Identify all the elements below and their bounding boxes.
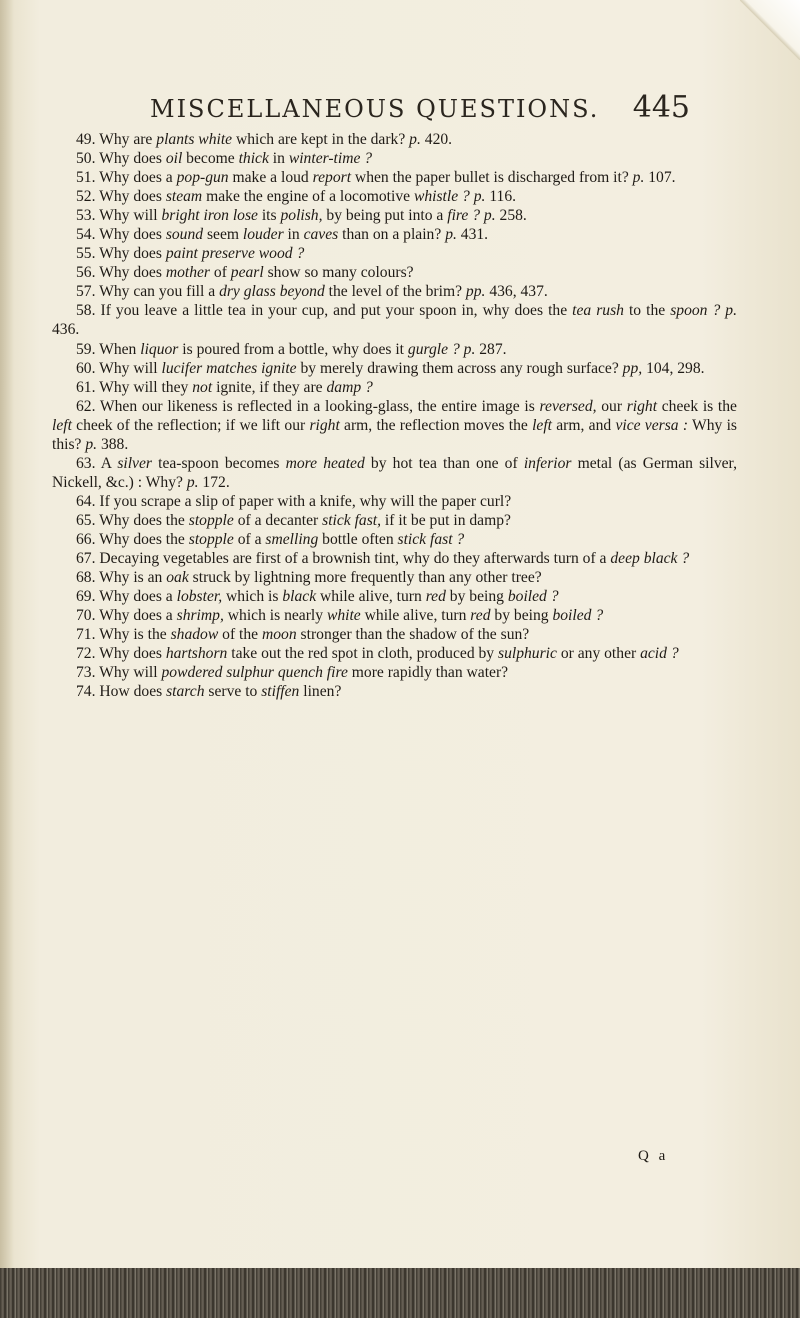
italic-text: winter-time ? [288,150,373,168]
text-run: 56. Why does [76,264,166,282]
italic-text: polish, [280,207,323,225]
text-run: 70. Why does a [76,607,177,625]
text-run: 54. Why does [76,226,166,244]
italic-text: left [52,416,72,434]
text-run: 50. Why does [76,150,166,168]
italic-text: oak [166,569,189,587]
text-run: which is [222,588,283,606]
question-item [52,378,737,397]
italic-text: stick fast, [322,511,382,529]
question-item [52,282,737,301]
text-run: 52. Why does [76,188,166,206]
question-item [52,454,737,492]
text-run: of the [218,626,262,644]
italic-text: vice versa : [615,416,689,434]
text-run: when the paper bullet is discharged from it? [351,169,633,187]
italic-text: dry glass beyond [219,283,325,301]
question-item [52,244,737,263]
text-run: stronger than the shadow of the sun? [296,626,530,644]
question-item [52,187,737,206]
italic-text: p. [186,473,199,491]
question-item [52,606,737,625]
text-run: 388. [97,435,129,453]
text-run: its [257,207,281,225]
text-run: 104, 298. [642,359,705,377]
page-corner [740,0,800,60]
text-run: cheek of the reflection; if we lift our [71,416,310,434]
question-item [52,492,737,511]
italic-text: liquor [140,340,179,358]
text-run: which are kept in the dark? [232,131,410,148]
italic-text: shadow [170,626,219,644]
question-item [52,625,737,644]
italic-text: bright iron lose [161,207,258,225]
italic-text: caves [303,226,339,244]
italic-text: plants white [156,131,233,148]
italic-text: more heated [285,454,365,472]
text-run: 66. Why does the [76,530,189,548]
text-run: arm, the reflection moves the [339,416,533,434]
text-run: 55. Why does [76,245,166,263]
text-run: is poured from a bottle, why does it [178,340,408,358]
text-run: 436, 437. [485,283,548,301]
text-run: 72. Why does [76,645,166,663]
italic-text: boiled ? [552,607,604,625]
italic-text: pearl [230,264,264,282]
text-run: in [283,226,304,244]
text-run: 258. [495,207,527,225]
text-run: become [182,150,239,168]
text-run: arm, and [551,416,616,434]
italic-text: thick [238,150,269,168]
italic-text: deep black ? [610,550,690,568]
page-bottom-edge [0,1268,800,1318]
italic-text: black [282,588,317,606]
text-run: if it be put in damp? [381,511,511,529]
question-item [52,549,737,568]
text-run: 51. Why does a [76,169,177,187]
question-item [52,663,737,682]
italic-text: sound [165,226,204,244]
italic-text: fire ? p. [447,207,496,225]
text-run: 65. Why does the [76,511,189,529]
text-run: more rapidly than water? [347,664,509,682]
text-run: 69. Why does a [76,588,177,606]
italic-text: silver [117,454,152,472]
italic-text: stopple [188,530,234,548]
question-item [52,644,737,663]
text-run: the level of the brim? [324,283,466,301]
text-run: 287. [475,340,507,358]
italic-text: boiled ? [507,588,559,606]
italic-text: smelling [265,530,319,548]
signature-mark: Q a [638,1148,669,1164]
text-run: of [210,264,231,282]
page-header [150,90,690,125]
text-run: make the engine of a locomotive [202,188,414,206]
text-run: of a [233,530,266,548]
italic-text: white [326,607,361,625]
italic-text: whistle ? p. [413,188,486,206]
text-run: 58. If you leave a little tea in your cup, and put your spoon in, why does the [76,302,573,320]
italic-text: damp ? [326,378,373,396]
text-run: to the [623,302,671,320]
text-run: 436. [52,321,80,339]
italic-text: p. [409,131,421,148]
italic-text: acid ? [640,645,679,663]
italic-text: right [626,397,658,415]
italic-text: gurgle ? p. [407,340,476,358]
question-item [52,149,737,168]
text-run: which is nearly [223,607,327,625]
text-run: Why is this? [52,416,737,453]
text-run: 64. If you scrape a slip of paper with a knife, why will the paper curl? [76,492,512,510]
text-run: in [268,150,289,168]
question-item [52,263,737,282]
italic-text: spoon ? p. [670,302,737,320]
italic-text: paint preserve wood ? [165,245,305,263]
text-run: 62. When our likeness is reflected in a looking-glass, the entire image is [76,397,540,415]
italic-text: stopple [188,511,234,529]
text-run: 63. A [76,454,118,472]
text-run: 107. [644,169,676,187]
italic-text: sulphuric [498,645,557,663]
text-run: bottle often [318,530,398,548]
italic-text: starch [166,683,205,701]
italic-text: left [532,416,552,434]
text-run: take out the red spot in cloth, produced by [227,645,499,663]
text-run: 74. How does [76,683,167,701]
running-title: MISCELLANEOUS QUESTIONS. [150,95,600,123]
italic-text: tea rush [572,302,624,320]
italic-text: p. [632,169,645,187]
italic-text: reversed, [539,397,597,415]
italic-text: stick fast ? [397,530,465,548]
text-run: 60. Why will [76,359,162,377]
question-item [52,568,737,587]
italic-text: stiffen [261,683,300,701]
text-run: ignite, if they are [212,378,327,396]
text-run: 71. Why is the [76,626,171,644]
text-run: struck by lightning more frequently than any other tree? [188,569,542,587]
italic-text: pp. [465,283,486,301]
text-run: by hot tea than one of [364,454,524,472]
text-run: than on a plain? [338,226,446,244]
text-run: linen? [299,683,342,701]
italic-text: steam [165,188,203,206]
text-run: make a loud [228,169,313,187]
text-run: 61. Why will they [76,378,193,396]
text-run: 420. [420,131,453,148]
question-item [52,225,737,244]
question-item [52,168,737,187]
text-run: of a decanter [233,511,323,529]
italic-text: pp, [622,359,643,377]
italic-text: red [470,607,491,625]
text-run: 59. When [76,340,141,358]
italic-text: not [192,378,213,396]
italic-text: pop-gun [176,169,229,187]
question-item [52,682,737,701]
italic-text: louder [242,226,284,244]
question-item [52,530,737,549]
questions-list [52,130,737,701]
text-run: 57. Why can you fill a [76,283,220,301]
question-item [52,206,737,225]
text-run: 431. [456,226,489,244]
text-run: 67. Decaying vegetables are first of a brownish tint, why do they afterwards turn of a [76,550,611,568]
binding-shadow [0,0,14,1318]
text-run: 68. Why is an [76,569,167,587]
question-item [52,301,737,339]
question-item [52,587,737,606]
text-run: serve to [204,683,262,701]
italic-text: powdered sulphur quench fire [161,664,348,682]
italic-text: report [312,169,352,187]
text-run: by being [445,588,508,606]
italic-text: inferior [523,454,572,472]
question-item [52,359,737,378]
italic-text: oil [165,150,183,168]
italic-text: lucifer matches ignite [161,359,297,377]
text-run: while alive, turn [360,607,471,625]
italic-text: red [425,588,446,606]
italic-text: p. [445,226,457,244]
italic-text: lobster, [176,588,223,606]
text-run: 172. [198,473,230,491]
text-run: 73. Why will [76,664,162,682]
text-run: show so many colours? [263,264,414,282]
text-run: cheek is the [657,397,737,415]
question-item [52,340,737,359]
italic-text: mother [165,264,210,282]
italic-text: moon [262,626,297,644]
text-run: by being [490,607,553,625]
question-item [52,397,737,454]
text-run: metal (as German silver, Nickell, &c.) : Why? [52,454,738,491]
text-run: tea-spoon becomes [151,454,286,472]
question-item [52,511,737,530]
question-item [52,130,737,149]
page-number: 445 [632,90,690,125]
text-run: 53. Why will [76,207,162,225]
text-run: 49. Why are [76,131,157,148]
text-run: by merely drawing them across any rough surface? [296,359,623,377]
italic-text: p. [85,435,98,453]
text-run: our [596,397,627,415]
italic-text: right [309,416,340,434]
italic-text: shrimp, [176,607,224,625]
text-run: while alive, turn [316,588,426,606]
text-run: seem [203,226,243,244]
text-run: or any other [556,645,641,663]
text-run: by being put into a [322,207,448,225]
italic-text: hartshorn [165,645,228,663]
text-run: 116. [485,188,517,206]
